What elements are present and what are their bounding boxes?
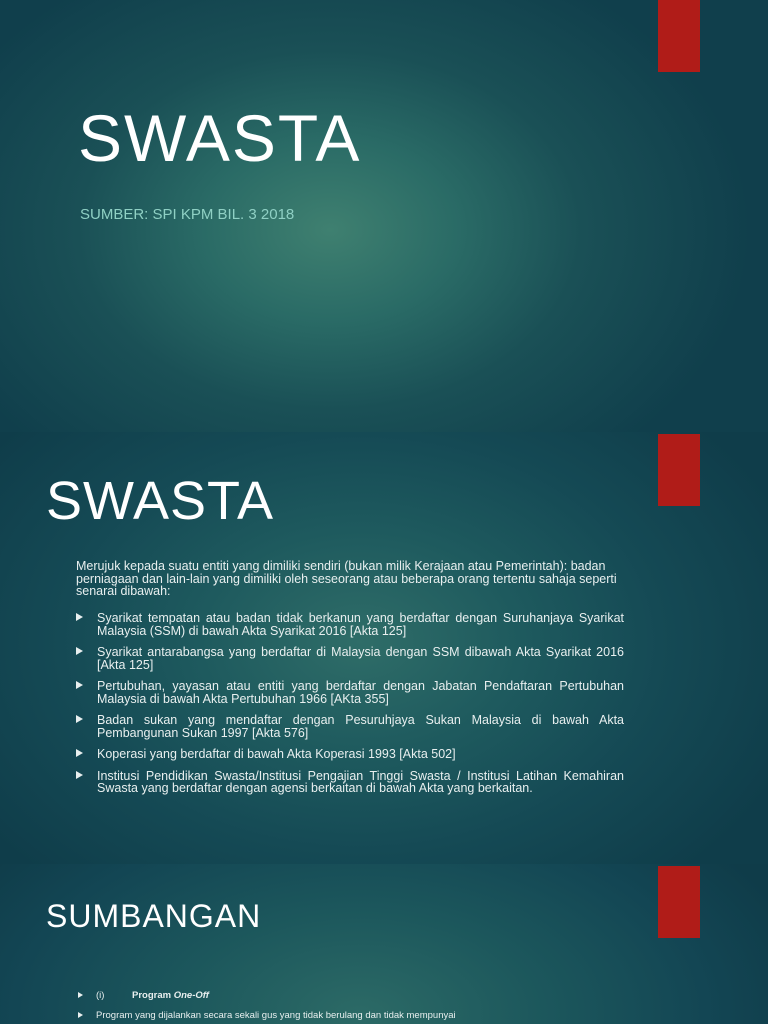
arrow-bullet-icon [76, 715, 83, 723]
slide-subtitle: SUMBER: SPI KPM BIL. 3 2018 [80, 206, 295, 223]
list-item [76, 680, 624, 705]
list-item [76, 748, 624, 761]
arrow-bullet-icon [76, 771, 83, 779]
slide-title [0, 0, 768, 432]
list-item [76, 714, 624, 739]
arrow-bullet-icon [76, 647, 83, 655]
slide-title-heading: SWASTA [78, 101, 362, 175]
arrow-bullet-icon [78, 1012, 83, 1018]
slide-definition [0, 432, 768, 864]
bullet-text: Syarikat antarabangsa yang berdaftar di Malaysia dengan SSM dibawah Akta Syarikat 2016 [Akta 125] [97, 645, 624, 672]
arrow-bullet-icon [78, 992, 83, 998]
arrow-bullet-icon [76, 749, 83, 757]
red-accent-tab [658, 434, 700, 506]
arrow-bullet-icon [76, 681, 83, 689]
item-number: (i) [96, 990, 105, 1001]
red-accent-tab [658, 0, 700, 72]
list-item [78, 1010, 678, 1021]
program-label-emphasis: One-Off [173, 990, 209, 1001]
list-item [76, 612, 624, 637]
arrow-bullet-icon [76, 613, 83, 621]
slide-heading: SWASTA [46, 471, 275, 531]
bullet-list [76, 612, 624, 804]
bullet-text: Koperasi yang berdaftar di bawah Akta Koperasi 1993 [Akta 502] [97, 747, 456, 761]
program-description: Program yang dijalankan secara sekali gus yang tidak berulang dan tidak mempunyai [96, 1010, 456, 1021]
bullet-text: Badan sukan yang mendaftar dengan Pesuruhjaya Sukan Malaysia di bawah Akta Pembangunan Sukan 1997 [Akta 576] [97, 713, 624, 740]
list-item [78, 990, 678, 1001]
bullet-text: Syarikat tempatan atau badan tidak berkanun yang berdaftar dengan Suruhanjaya Syarikat Malaysia (SSM) di bawah Akta Syarikat 2016 [Akta 125] [97, 611, 624, 638]
bullet-text: Pertubuhan, yayasan atau entiti yang berdaftar dengan Jabatan Pendaftaran Pertubuhan Malaysia di bawah Akta Pertubuhan 1966 [AKta 355] [97, 679, 624, 706]
intro-paragraph: Merujuk kepada suatu entiti yang dimiliki sendiri (bukan milik Kerajaan atau Pemerintah): badan perniagaan dan lain-lain yang dimiliki oleh seseorang atau beberapa orang tertentu sahaja seperti senarai dibawah: [76, 559, 617, 598]
slide-heading: SUMBANGAN [46, 898, 262, 934]
list-item [76, 646, 624, 671]
program-list [78, 990, 678, 1024]
red-accent-tab [658, 866, 700, 938]
bullet-text: Institusi Pendidikan Swasta/Institusi Pengajian Tinggi Swasta / Institusi Latihan Kemahiran Swasta yang berdaftar dengan agensi berkaitan di bawah Akta yang berkaitan. [97, 768, 624, 795]
program-label: Program [132, 990, 174, 1001]
slide-contribution [0, 864, 768, 1024]
list-item [76, 770, 624, 795]
